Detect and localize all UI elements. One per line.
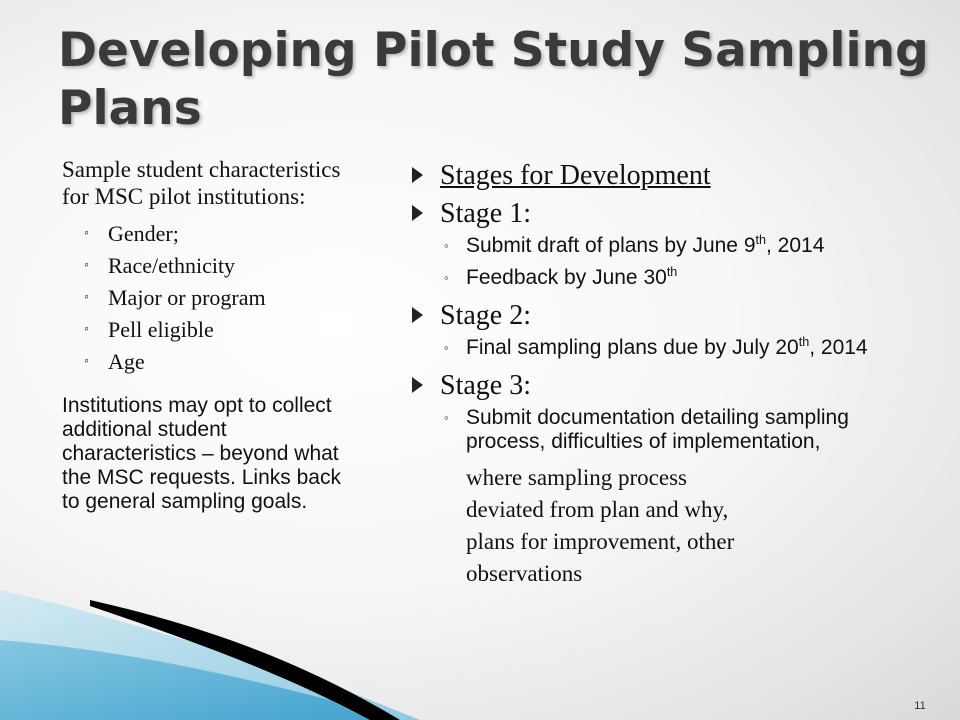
list-item: ◦ Major or program	[84, 282, 362, 314]
ring-bullet-icon: ◦	[444, 238, 449, 253]
continuation-line: deviated from plan and why,	[466, 497, 729, 522]
triangle-bullet-icon	[412, 377, 423, 393]
ring-bullet-icon: ◦	[84, 322, 89, 337]
ring-bullet-icon: ◦	[444, 270, 449, 285]
slide-title: Developing Pilot Study Sampling Plans	[58, 23, 929, 136]
ring-bullet-icon: ◦	[84, 258, 89, 273]
characteristics-list	[62, 218, 362, 378]
triangle-bullet-icon	[412, 307, 423, 323]
continuation-line: where sampling process	[466, 465, 687, 490]
ring-bullet-icon: ◦	[84, 290, 89, 305]
continuation-line: observations	[466, 561, 583, 586]
wave-mid	[0, 640, 370, 720]
left-column	[62, 156, 362, 514]
triangle-bullet-icon	[412, 167, 423, 183]
stage-1-label: Stage 1:	[412, 196, 932, 232]
stage-1-item-2: ◦ Feedback by June 30th	[444, 265, 678, 289]
stage-2-label: Stage 2:	[412, 298, 932, 334]
stage-1-item-1: ◦ Submit draft of plans by June 9th, 2014	[444, 233, 825, 257]
ring-bullet-icon: ◦	[84, 354, 89, 369]
left-intro: Sample student characteristics for MSC pilot institutions:	[62, 157, 341, 209]
list-item: ◦ Age	[84, 346, 362, 378]
ring-bullet-icon: ◦	[444, 410, 449, 425]
triangle-bullet-icon	[412, 205, 423, 221]
stage-3-item-1: ◦ Submit documentation detailing sampling process, difficulties of implementation,	[444, 406, 849, 453]
continuation-line: plans for improvement, other	[466, 529, 735, 554]
stage-3-continuation	[466, 462, 932, 590]
list-item: ◦ Race/ethnicity	[84, 250, 362, 282]
left-note: Institutions may opt to collect additional student characteristics – beyond what the MSC requests. Links back to general sampling goals.	[62, 394, 341, 513]
wave-dark-stroke	[90, 600, 400, 720]
stage-3-label: Stage 3:	[412, 368, 932, 404]
page-number: 11	[914, 700, 926, 712]
right-column	[412, 158, 932, 590]
stages-heading: Stages for Development	[412, 158, 932, 194]
stage-2-item-1: ◦ Final sampling plans due by July 20th, 2014	[444, 335, 868, 359]
ring-bullet-icon: ◦	[444, 340, 449, 355]
wave-light	[0, 590, 420, 720]
list-item: ◦ Pell eligible	[84, 314, 362, 346]
list-item: ◦ Gender;	[84, 218, 362, 250]
ring-bullet-icon: ◦	[84, 226, 89, 241]
